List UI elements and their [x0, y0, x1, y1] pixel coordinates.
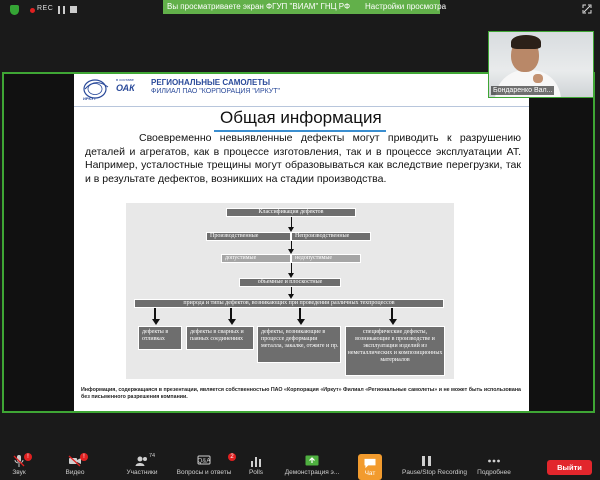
presentation-slide [74, 74, 529, 411]
header-divider [74, 106, 529, 107]
slide-footer-note: Информация, содержащаяся в презентации, является собственностью ПАО «Корпорация «Иркут» Филиал «Региональные самолеты» и не может быть использована без письменного разрешения компании. [81, 387, 521, 400]
diagram-box-specific: специфические дефекты, возникающие в производстве и эксплуатации изделий из неметаллических и композиционных материалов [345, 326, 445, 376]
qa-button[interactable] [176, 452, 234, 480]
more-options-icon [487, 455, 501, 467]
diagram-box-deformation: дефекты, возникающие в процессе деформации металла, закалке, отжиге и пр. [257, 326, 341, 363]
rec-label: REC [37, 5, 54, 12]
qa-icon [197, 455, 211, 467]
record-label: Pause/Stop Recording [402, 469, 468, 476]
screen-share-banner: Вы просматриваете экран ФГУП "ВИАМ" ГНЦ РФ [163, 0, 369, 14]
participant-name-label: Бондаренко Вал... [493, 87, 553, 94]
chat-icon [363, 458, 377, 469]
shared-screen [2, 72, 595, 413]
video-person-hand [533, 74, 543, 83]
polls-label: Polls [248, 469, 264, 476]
stop-recording-icon[interactable] [70, 6, 77, 13]
diagram-box-nature-types: природа и типы дефектов, возникающих при проведении различных техпроцессов [134, 299, 444, 308]
polls-button[interactable] [243, 452, 269, 480]
share-screen-button[interactable] [284, 452, 340, 480]
diagram-arrow [228, 319, 236, 325]
defect-classification-diagram [126, 203, 454, 379]
participants-button[interactable] [124, 452, 160, 480]
participants-icon [135, 455, 149, 467]
fullscreen-exit-icon[interactable] [582, 4, 592, 14]
diagram-arrow [389, 319, 397, 325]
audio-button[interactable] [6, 452, 32, 480]
participants-label: Участники [126, 469, 158, 476]
diagram-box-non-production: Непроизводственные [291, 232, 371, 241]
diagram-box-permissible: допустимые [221, 254, 291, 263]
record-controls-icon [420, 455, 434, 467]
diagram-box-volumetric: объемные и плоскостные [239, 278, 341, 287]
qa-label: Вопросы и ответы [176, 469, 232, 476]
irkut-logo-text: ИРКУТ [83, 96, 97, 101]
leave-meeting-button[interactable]: Выйти [547, 460, 592, 475]
diagram-box-not-permissible: недопустимые [291, 254, 361, 263]
video-button[interactable] [62, 452, 88, 480]
diagram-box-welded: дефекты в сварных и паяных соединениях [186, 326, 254, 350]
share-screen-label: Демонстрация э... [284, 469, 340, 476]
diagram-box-production: Производственные [206, 232, 291, 241]
participant-video-tile[interactable] [488, 31, 594, 98]
audio-label: Звук [12, 469, 26, 476]
diagram-arrow [152, 319, 160, 325]
svg-text:Q&A: Q&A [197, 458, 211, 465]
oak-logo: ОАК [116, 83, 135, 93]
diagram-arrow [297, 319, 305, 325]
more-label: Подробнее [477, 469, 511, 476]
record-button[interactable] [402, 452, 468, 480]
chat-button[interactable] [358, 454, 382, 480]
chat-label: Чат [364, 470, 376, 477]
participants-count: 74 [149, 453, 156, 459]
view-options-button[interactable]: Настройки просмотра [365, 0, 440, 14]
video-alert-badge: ! [80, 453, 88, 461]
oak-prefix: в составе [116, 77, 134, 82]
polls-icon [249, 455, 263, 467]
diagram-box-castings: дефекты в отливках [138, 326, 182, 350]
slide-body-text: Своевременно невыявленные дефекты могут приводить к разрушению деталей и агрегатов, как в процессе изготовления, так и в процессе эксплуатации АТ. Например, усталостные трещины могут образовываться как вследствие перегрузки, так и в результате дефектов, возникших на стадии производства. [85, 132, 521, 185]
brand-title: РЕГИОНАЛЬНЫЕ САМОЛЕТЫ [151, 78, 271, 87]
audio-alert-badge: ! [24, 453, 32, 461]
diagram-box-classification: Классификация дефектов [226, 208, 356, 217]
brand-subtitle: ФИЛИАЛ ПАО "КОРПОРАЦИЯ "ИРКУТ" [151, 88, 280, 95]
security-shield-icon[interactable] [10, 5, 19, 15]
share-screen-icon [305, 455, 319, 467]
meeting-toolbar [0, 452, 600, 480]
pause-recording-icon[interactable] [58, 6, 66, 14]
recording-dot-icon [30, 8, 35, 13]
qa-badge: 2 [228, 453, 236, 461]
top-bar [0, 0, 600, 20]
video-person-hair [511, 35, 541, 49]
video-label: Видео [65, 469, 85, 476]
slide-title: Общая информация [220, 108, 382, 127]
more-button[interactable] [477, 452, 511, 480]
